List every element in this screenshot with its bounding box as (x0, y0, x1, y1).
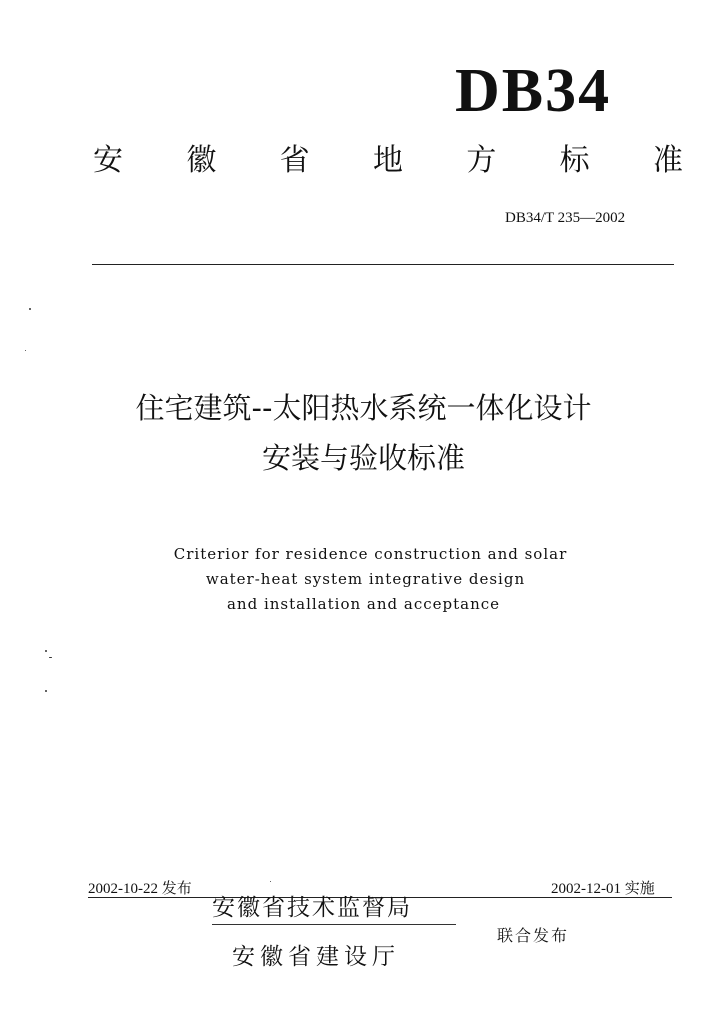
joint-issue-label: 联合发布 (497, 926, 570, 945)
document-title-en-line1: Criterior for residence construction and solar (173, 545, 568, 563)
standard-type-char: 安 (93, 143, 123, 178)
standard-type-char: 省 (279, 143, 310, 178)
scan-speck (25, 350, 26, 351)
document-title-cn-line2: 安装与验收标准 (261, 441, 465, 475)
scan-speck (270, 881, 271, 882)
issuing-authority-1: 安徽省技术监督局 (212, 895, 412, 921)
scan-speck (45, 690, 47, 692)
standard-code-logo: DB34 (455, 57, 612, 125)
scan-speck (45, 650, 47, 652)
document-title-en-line3: and installation and acceptance (226, 595, 501, 613)
implementation-date: 2002-12-01 实施 (551, 881, 655, 897)
issue-date: 2002-10-22 发布 (88, 881, 192, 897)
standard-type-heading (93, 143, 683, 178)
standard-type-char: 准 (652, 143, 683, 178)
issuing-authority-2: 安徽省建设厅 (232, 944, 400, 970)
scan-speck (49, 657, 52, 658)
issuer-divider (212, 924, 456, 925)
scan-speck (29, 308, 31, 310)
document-title-en-line2: water-heat system integrative design (205, 570, 526, 588)
standard-type-char: 标 (559, 143, 590, 178)
standard-type-char: 地 (372, 143, 403, 178)
standard-type-char: 方 (466, 143, 497, 178)
standard-number: DB34/T 235—2002 (505, 210, 626, 226)
document-title-cn-line1: 住宅建筑--太阳热水系统一体化设计 (135, 391, 592, 425)
header-divider (92, 264, 674, 265)
standard-type-char: 徽 (186, 143, 217, 178)
